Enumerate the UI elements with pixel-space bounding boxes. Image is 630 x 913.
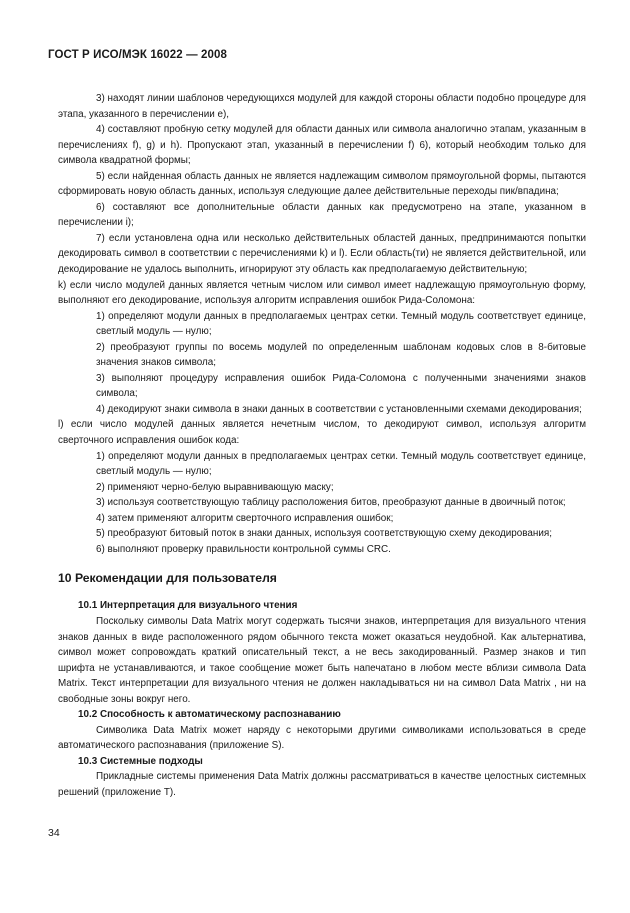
step-4-paragraph: 4) составляют пробную сетку модулей для области данных или символа аналогично этапам, указанным в перечислениях f), g) и h). Пропускают этап, указанный в перечислении f) 6), который необходим только для символа квадратной формы; <box>58 124 586 167</box>
item-k-paragraph: k) если число модулей данных является четным числом или символ имеет надлежащую прямоугольную форму, выполняют его декодирование, используя алгоритм исправления ошибок Рида-Соломона: <box>58 279 586 307</box>
subsection-10-3-text: Прикладные системы применения Data Matrix должны рассматриваться в качестве целостных системных решений (приложение Т). <box>58 771 586 798</box>
step-5-paragraph: 5) если найденная область данных не является надлежащим символом прямоугольной формы, пытаются сформировать новую область данных, используя следующие далее действительные переходы пик/впадина; <box>58 170 586 198</box>
item-k-step-1: 1) определяют модули данных в предполагаемых центрах сетки. Темный модуль соответствует единице, светлый модуль — нулю; <box>96 310 586 338</box>
item-k-step-2: 2) преобразуют группы по восемь модулей по определенным шаблонам кодовых слов в 8-битовые значения знаков символа; <box>96 341 586 369</box>
subsection-10-2-title: 10.2 Способность к автоматическому распознаванию <box>78 709 341 721</box>
step-3-paragraph: 3) находят линии шаблонов чередующихся модулей для каждой стороны области подобно процедуре для этапа, указанного в перечислении е), <box>58 93 586 120</box>
document-body <box>58 91 586 801</box>
item-k-step-3: 3) выполняют процедуру исправления ошибок Рида-Соломона с полученными значениями знаков символа; <box>96 372 586 400</box>
item-l-step-3: 3) используя соответствующую таблицу расположения битов, преобразуют данные в двоичный поток; <box>96 497 566 509</box>
step-6-paragraph: 6) составляют все дополнительные области данных как предусмотрено на этапе, указанном в перечислении i); <box>58 201 586 229</box>
subsection-10-1-text: Поскольку символы Data Matrix могут содержать тысячи знаков, интерпретация для визуального чтения знаков данных в виде расположенного рядом обычного текста может оказаться неудобной. Как альтернатива, символ может сопровождать краткий описательный текст, а не весь закодированный. Размер знаков и тип шрифта не устанавливаются, и такое сообщение может быть напечатано в любом месте вблизи символа Data Matrix. Текст интерпретации для визуального чтения не должен накладываться ни на символ Data Matrix , ни на свободные зоны вокруг него. <box>58 615 586 705</box>
item-l-step-2: 2) применяют черно-белую выравнивающую маску; <box>96 481 334 493</box>
section-10-title: 10 Рекомендации для пользователя <box>58 571 277 586</box>
subsection-10-3-title: 10.3 Системные подходы <box>78 755 203 767</box>
item-l-paragraph: l) если число модулей данных является нечетным числом, то декодируют символ, используя алгоритм сверточного исправления ошибок кода: <box>58 419 586 447</box>
item-l-step-6: 6) выполняют проверку правильности контрольной суммы CRC. <box>96 543 391 555</box>
item-k-step-4: 4) декодируют знаки символа в знаки данных в соответствии с установленными схемами декодирования; <box>96 403 582 415</box>
page-number: 34 <box>48 827 60 839</box>
subsection-10-1-title: 10.1 Интерпретация для визуального чтения <box>78 600 298 612</box>
step-7-paragraph: 7) если установлена одна или несколько действительных областей данных, предпринимаются попытки декодировать символ в соответствии с перечислениями k) и l). Если область(ти) не является действительной, или декодирование не удалось выполнить, игнорируют эту область как предполагаемую действительную; <box>58 232 586 276</box>
item-l-step-1: 1) определяют модули данных в предполагаемых центрах сетки. Темный модуль соответствует единице, светлый модуль — нулю; <box>96 450 586 478</box>
standard-header: ГОСТ Р ИСО/МЭК 16022 — 2008 <box>48 49 227 61</box>
item-l-step-4: 4) затем применяют алгоритм сверточного исправления ошибок; <box>96 512 394 524</box>
item-l-step-5: 5) преобразуют битовый поток в знаки данных, используя соответствующую схему декодирования; <box>96 528 552 540</box>
subsection-10-2-text: Символика Data Matrix может наряду с некоторыми другими символиками использоваться в среде автоматического распознавания (приложение S). <box>58 724 586 752</box>
